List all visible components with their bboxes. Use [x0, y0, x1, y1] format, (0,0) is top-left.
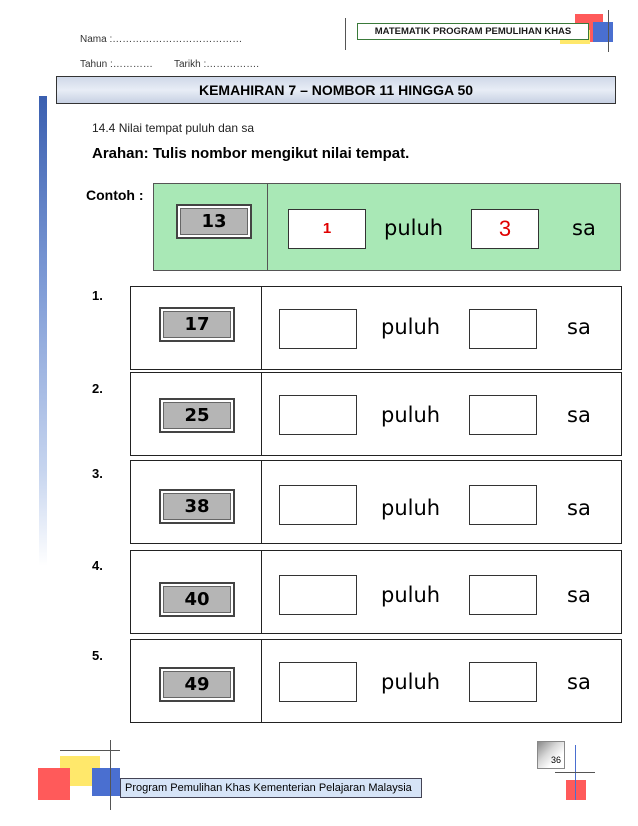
decor-square-red	[566, 780, 586, 800]
example-number-box: 13	[176, 204, 252, 239]
nama-field: Nama :…………………………………	[80, 34, 243, 45]
decor-line	[345, 18, 346, 50]
question-row-2	[130, 372, 622, 456]
decor-line	[608, 10, 609, 52]
number-box-1: 17	[159, 307, 235, 342]
number-box-4: 40	[159, 582, 235, 617]
tahun-field: Tahun :…………	[80, 59, 153, 70]
ones-answer-1[interactable]	[469, 309, 537, 349]
left-decor-bar	[39, 96, 47, 566]
row-number-4: 4.	[92, 558, 103, 573]
decor-square-blue	[593, 22, 613, 42]
ones-answer-4[interactable]	[469, 575, 537, 615]
question-row-4	[130, 550, 622, 634]
page-title: KEMAHIRAN 7 – NOMBOR 11 HINGGA 50	[56, 76, 616, 104]
example-label: Contoh :	[86, 187, 144, 203]
decor-line	[555, 772, 595, 773]
footer: Program Pemulihan Khas Kementerian Pelajaran Malaysia	[120, 778, 422, 798]
tens-word-4: puluh	[381, 583, 441, 607]
tens-word-2: puluh	[381, 403, 441, 427]
ones-word-4: sa	[567, 583, 591, 607]
ones-word-3: sa	[567, 496, 591, 520]
tens-answer-2[interactable]	[279, 395, 357, 435]
tens-answer-5[interactable]	[279, 662, 357, 702]
tens-answer-3[interactable]	[279, 485, 357, 525]
decor-square-blue	[92, 768, 120, 796]
instruction: Arahan: Tulis nombor mengikut nilai tempat.	[92, 145, 410, 162]
decor-square-red	[38, 768, 70, 800]
subtopic: 14.4 Nilai tempat puluh dan sa	[92, 121, 255, 135]
number-box-5: 49	[159, 667, 235, 702]
example-tens-word: puluh	[384, 216, 444, 240]
tens-word-1: puluh	[381, 315, 441, 339]
divider	[261, 551, 262, 633]
decor-line	[60, 750, 120, 751]
divider	[261, 640, 262, 722]
tens-answer-4[interactable]	[279, 575, 357, 615]
row-number-3: 3.	[92, 466, 103, 481]
tens-word-5: puluh	[381, 670, 441, 694]
example-ones-word: sa	[572, 216, 596, 240]
row-number-1: 1.	[92, 288, 103, 303]
question-row-1	[130, 286, 622, 370]
ones-word-2: sa	[567, 403, 591, 427]
ones-answer-5[interactable]	[469, 662, 537, 702]
page-number: 36	[537, 741, 565, 769]
tens-word-3: puluh	[381, 496, 441, 520]
number-box-3: 38	[159, 489, 235, 524]
row-number-5: 5.	[92, 648, 103, 663]
program-banner: MATEMATIK PROGRAM PEMULIHAN KHAS	[357, 23, 589, 40]
question-row-5	[130, 639, 622, 723]
example-tens-answer: 1	[288, 209, 366, 249]
divider	[261, 373, 262, 455]
divider	[261, 287, 262, 369]
example-ones-answer: 3	[471, 209, 539, 249]
divider	[261, 461, 262, 543]
ones-answer-3[interactable]	[469, 485, 537, 525]
tarikh-field: Tarikh :…………….	[174, 59, 260, 70]
ones-word-5: sa	[567, 670, 591, 694]
ones-answer-2[interactable]	[469, 395, 537, 435]
row-number-2: 2.	[92, 381, 103, 396]
tens-answer-1[interactable]	[279, 309, 357, 349]
question-row-3	[130, 460, 622, 544]
ones-word-1: sa	[567, 315, 591, 339]
divider	[267, 184, 268, 270]
example-row	[153, 183, 621, 271]
number-box-2: 25	[159, 398, 235, 433]
